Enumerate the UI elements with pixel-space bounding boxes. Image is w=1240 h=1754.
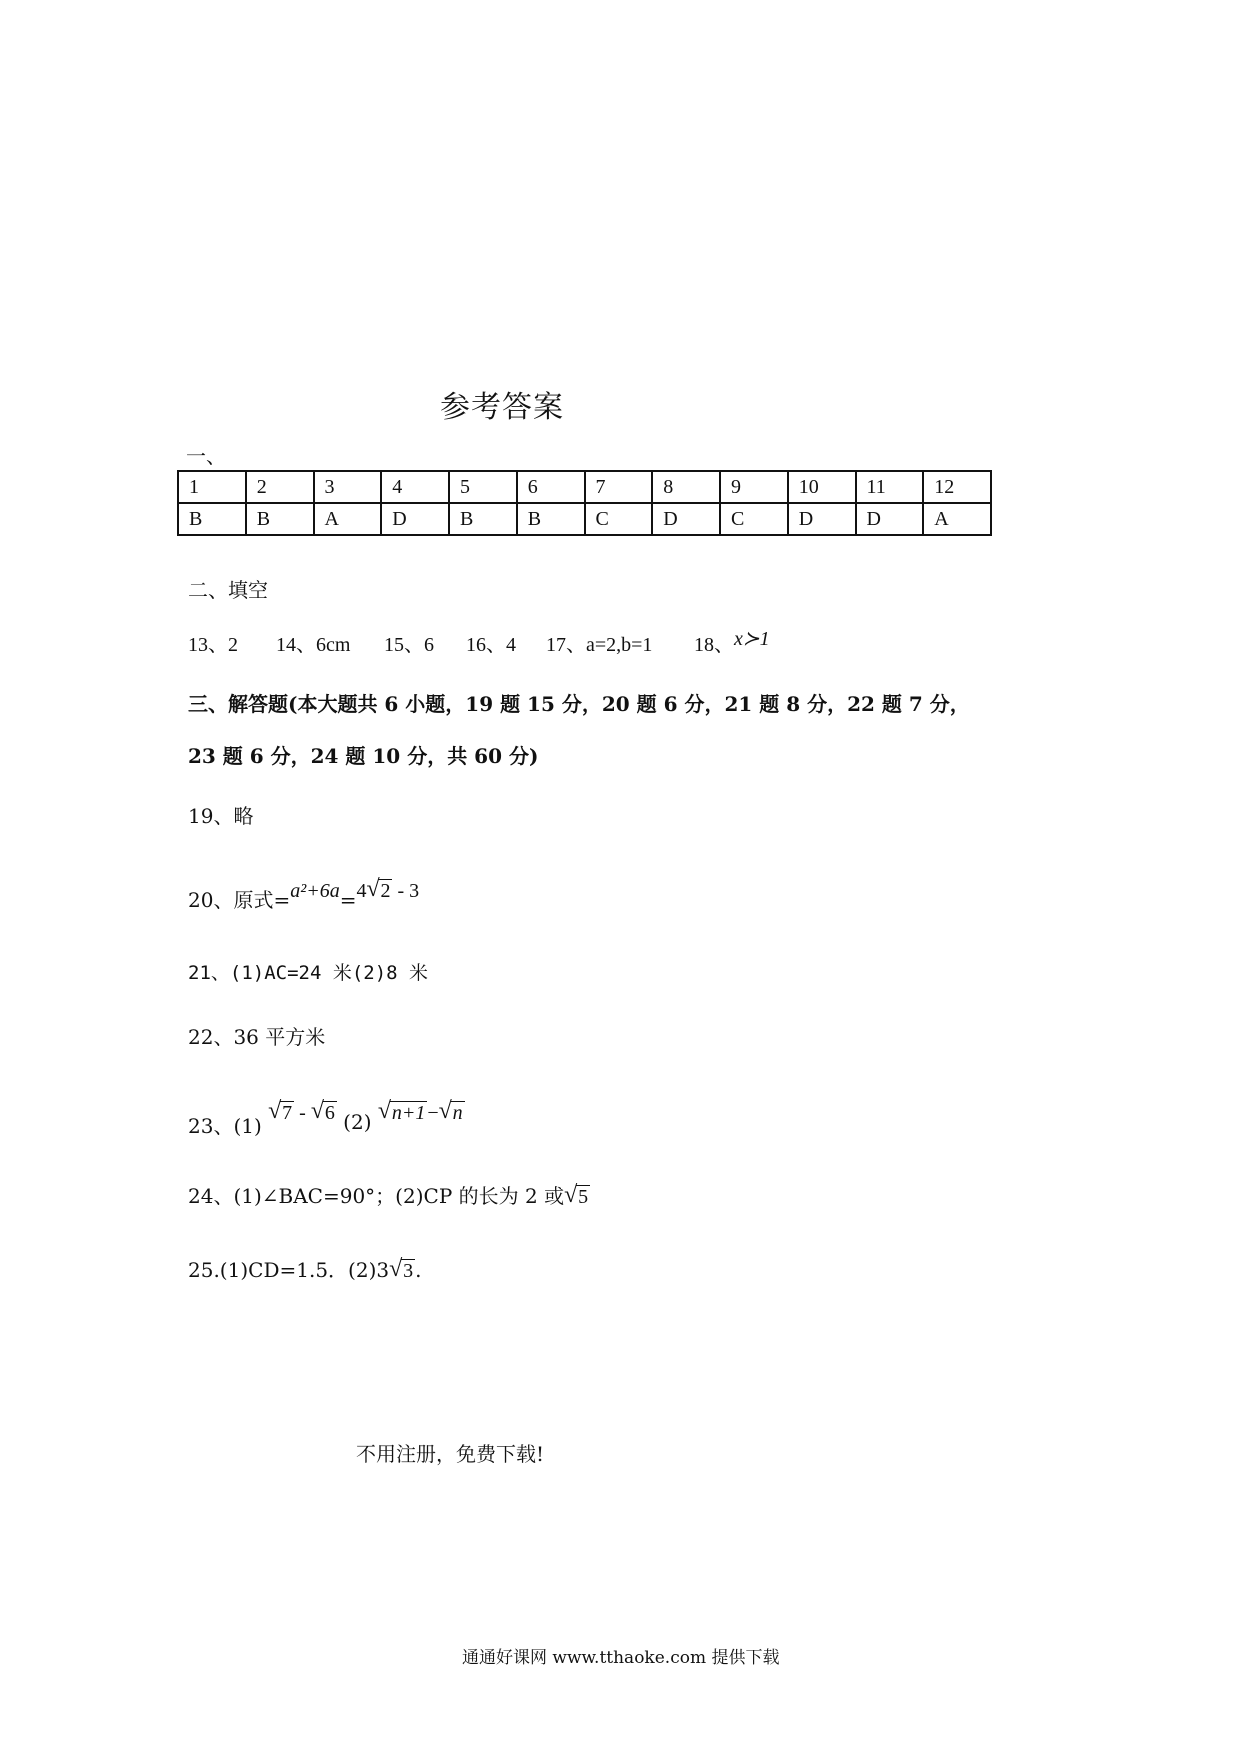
table-cell: C (585, 503, 653, 535)
answer-20-result (356, 876, 420, 902)
table-row-numbers (178, 471, 991, 503)
table-cell: C (720, 503, 788, 535)
answer-20-coefficient: 4 (356, 880, 367, 902)
answer-table (177, 470, 992, 536)
minus-sign: − (427, 1102, 439, 1124)
table-cell: 4 (381, 471, 449, 503)
sqrt-symbol (310, 1098, 337, 1125)
minus-sign: - (299, 1102, 306, 1124)
answer-25-math (389, 1256, 415, 1282)
table-cell: 3 (314, 471, 382, 503)
answer-20-prefix: 20、原式= (188, 888, 291, 912)
table-cell: A (923, 503, 991, 535)
answer-24 (188, 1180, 590, 1209)
answer-20 (188, 876, 420, 913)
answer-19: 19、略 (188, 804, 254, 828)
table-cell: 9 (720, 471, 788, 503)
answer-24-math (564, 1182, 590, 1208)
table-cell: 10 (788, 471, 856, 503)
fill-in-answers (188, 628, 770, 657)
table-cell: 7 (585, 471, 653, 503)
radicand: n (452, 1102, 463, 1124)
table-cell: B (246, 503, 314, 535)
answer-22: 22、36 平方米 (188, 1025, 326, 1049)
answer-23-part-2 (377, 1098, 465, 1124)
table-cell: B (178, 503, 246, 535)
answer-23-mid: (2) (343, 1110, 372, 1134)
answer-20-equals: = (339, 888, 357, 912)
answer-25 (188, 1254, 421, 1283)
free-download-note: 不用注册，免费下载! (356, 1442, 545, 1466)
radicand: n+1 (391, 1102, 426, 1124)
table-cell: D (652, 503, 720, 535)
radical-sign: √ (268, 1098, 282, 1124)
radical-sign: √ (389, 1256, 403, 1282)
table-cell: A (314, 503, 382, 535)
sqrt-symbol (366, 876, 392, 903)
radical-sign: √ (564, 1182, 578, 1208)
radical-sign: √ (377, 1098, 392, 1124)
table-cell: D (381, 503, 449, 535)
answer-17: 17、a=2,b=1 (546, 634, 653, 656)
radical-sign: √ (310, 1098, 324, 1124)
table-cell: 1 (178, 471, 246, 503)
section-1-label: 一、 (186, 444, 226, 468)
table-cell: 12 (923, 471, 991, 503)
answer-14: 14、6cm (276, 634, 351, 656)
radical-sign: √ (438, 1098, 452, 1124)
answer-25-text: 25.(1)CD=1.5．(2)3 (188, 1258, 390, 1282)
answer-23-part-1 (268, 1098, 337, 1124)
radicand: 6 (324, 1102, 335, 1124)
page-footer: 通通好课网 www.tthaoke.com 提供下载 (462, 1648, 780, 1668)
answer-23 (188, 1098, 465, 1139)
section-3-heading-line-1: 三、解答题(本大题共 6 小题，19 题 15 分，20 题 6 分，21 题 8 分，22 题 7 分， (188, 692, 970, 716)
table-cell: 8 (652, 471, 720, 503)
answer-18-math: x≻1 (734, 628, 770, 650)
sqrt-symbol (438, 1098, 465, 1125)
radical-sign: √ (366, 876, 380, 902)
sqrt-symbol (268, 1098, 294, 1125)
answer-20-tail: - 3 (397, 880, 420, 902)
page-title: 参考答案 (440, 390, 564, 425)
section-3-heading-line-2: 23 题 6 分，24 题 10 分，共 60 分) (188, 744, 539, 768)
sqrt-symbol (389, 1256, 415, 1283)
radicand: 3 (403, 1260, 414, 1282)
answer-21: 21、(1)AC=24 米(2)8 米 (188, 962, 429, 984)
answer-13: 13、2 (188, 634, 238, 656)
answer-23-prefix: 23、(1) (188, 1114, 262, 1138)
answer-25-end: . (415, 1258, 422, 1282)
sqrt-symbol (377, 1098, 428, 1125)
radicand: 5 (578, 1186, 589, 1208)
answer-15: 15、6 (384, 634, 434, 656)
radicand: 7 (282, 1102, 293, 1124)
answer-16: 16、4 (466, 634, 516, 656)
table-cell: D (788, 503, 856, 535)
table-row-answers (178, 503, 991, 535)
table-cell: D (856, 503, 924, 535)
radicand: 2 (380, 880, 391, 902)
table-cell: 5 (449, 471, 517, 503)
answer-24-text: 24、(1)∠BAC=90°；(2)CP 的长为 2 或 (188, 1184, 565, 1208)
section-2-label: 二、填空 (188, 578, 268, 602)
answer-18: 18、 (694, 634, 734, 656)
table-cell: 6 (517, 471, 585, 503)
table-cell: B (517, 503, 585, 535)
table-cell: 11 (856, 471, 924, 503)
table-cell: 2 (246, 471, 314, 503)
table-cell: B (449, 503, 517, 535)
answer-20-expression: a²+6a (290, 880, 340, 902)
sqrt-symbol (564, 1182, 590, 1209)
